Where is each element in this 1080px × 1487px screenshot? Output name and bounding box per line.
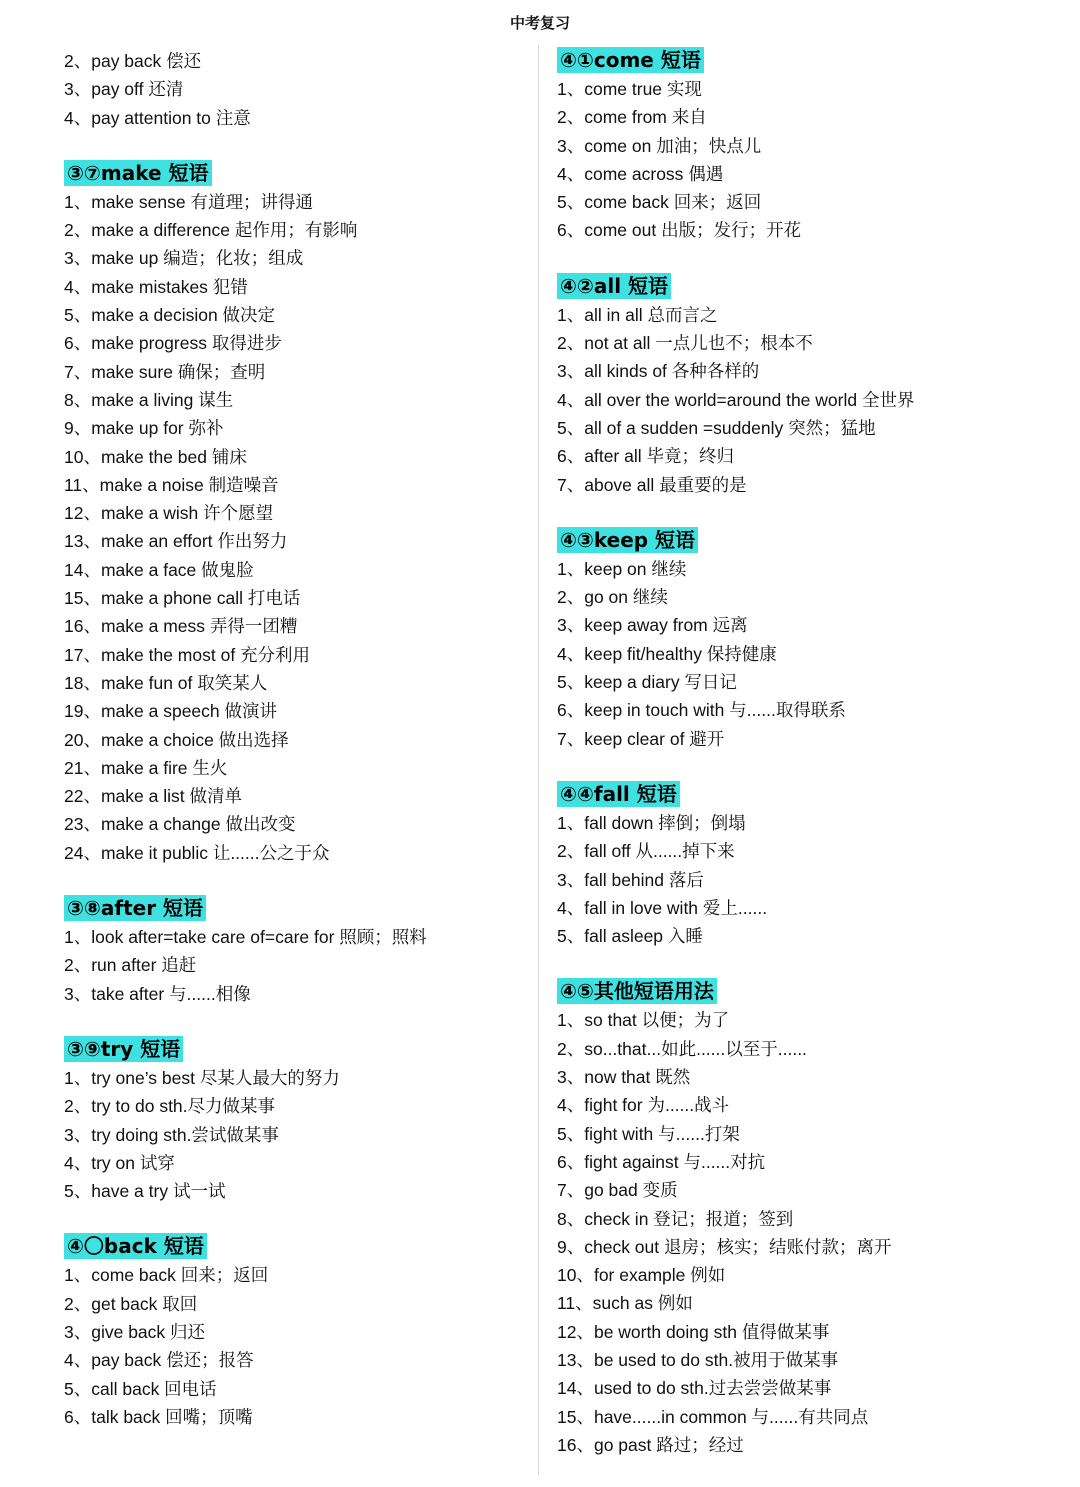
list-item: 9、make up for 弥补 [64,418,224,439]
list-item: 2、go on 继续 [557,587,668,608]
section-title: ③⑦make 短语 [64,160,212,186]
list-item: 2、try to do sth.尽力做某事 [64,1096,276,1117]
list-item: 1、come back 回来；返回 [64,1265,269,1286]
page-title: 中考复习 [509,14,570,32]
list-item: 3、fall behind 落后 [557,869,704,890]
section-all [557,273,1057,499]
list-item: 4、pay attention to 注意 [64,107,251,128]
list-item: 2、come from 来自 [557,107,707,128]
list-item: 22、make a list 做清单 [64,786,242,807]
list-item: 4、keep fit/healthy 保持健康 [557,643,777,664]
list-item: 6、fight against 与......对抗 [557,1151,766,1172]
list-item: 4、all over the world=around the world 全世界 [557,389,915,410]
list-item: 1、all in all 总而言之 [557,304,718,325]
list-item: 6、talk back 回嘴；顶嘴 [64,1406,253,1427]
list-item: 1、make sense 有道理；讲得通 [64,191,313,212]
list-item: 16、go past 路过；经过 [557,1434,744,1455]
list-item: 2、run after 追赶 [64,955,197,976]
list-item: 7、above all 最重要的是 [557,474,747,495]
list-item: 13、make an effort 作出努力 [64,531,288,552]
list-item: 5、all of a sudden =suddenly 突然；猛地 [557,417,876,438]
list-item: 23、make a change 做出改变 [64,814,296,835]
list-item: 3、give back 归还 [64,1321,206,1342]
list-item: 3、all kinds of 各种各样的 [557,361,760,382]
list-item: 10、for example 例如 [557,1265,726,1286]
list-item: 5、call back 回电话 [64,1378,217,1399]
left-column [64,47,534,1459]
list-item: 3、pay off 还清 [64,79,184,100]
list-item: 3、keep away from 远离 [557,615,748,636]
list-item: 1、so that 以便；为了 [557,1010,730,1031]
list-item: 5、make a decision 做决定 [64,305,276,326]
right-column [557,47,1057,1487]
list-item: 4、come across 偶遇 [557,163,724,184]
list-item: 8、check in 登记；报道；签到 [557,1208,794,1229]
list-item: 4、fall in love with 爱上...... [557,897,768,918]
section-title: ④②all 短语 [557,273,671,299]
section-try [64,1036,534,1205]
list-item: 5、come back 回来；返回 [557,192,762,213]
section-title: ④④fall 短语 [557,781,680,807]
list-item: 5、have a try 试一试 [64,1181,226,1202]
list-item: 18、make fun of 取笑某人 [64,672,268,693]
intro-list [64,47,534,132]
list-item: 15、make a phone call 打电话 [64,588,301,609]
list-item: 10、make the bed 铺床 [64,446,247,467]
list-item: 1、come true 实现 [557,79,702,99]
list-item: 3、make up 编造；化妆；组成 [64,248,304,269]
section-after [64,895,534,1008]
section-title: ④①come 短语 [557,47,704,73]
section-title: ④〇back 短语 [64,1233,207,1259]
section-title: ④③keep 短语 [557,527,698,553]
list-item: 3、try doing sth.尝试做某事 [64,1124,279,1145]
list-item: 6、come out 出版；发行；开花 [557,220,802,241]
list-item: 1、fall down 摔倒；倒塌 [557,812,746,833]
list-item: 24、make it public 让......公之于众 [64,842,330,863]
list-item: 14、make a face 做鬼脸 [64,559,254,580]
list-item: 3、take after 与......相像 [64,983,251,1004]
list-item: 6、keep in touch with 与......取得联系 [557,700,846,721]
list-item: 11、make a noise 制造噪音 [64,474,279,495]
list-item: 1、try one’s best 尽某人最大的努力 [64,1067,340,1088]
section-back [64,1233,534,1431]
list-item: 2、so...that...如此......以至于...... [557,1038,807,1059]
list-item: 1、keep on 继续 [557,558,687,579]
list-item: 2、make a difference 起作用；有影响 [64,220,358,241]
list-item: 14、used to do sth.过去尝尝做某事 [557,1378,832,1399]
list-item: 3、now that 既然 [557,1067,691,1088]
list-item: 5、fight with 与......打架 [557,1123,740,1144]
list-item: 4、make mistakes 犯错 [64,276,248,297]
list-item: 4、try on 试穿 [64,1152,175,1173]
list-item: 3、come on 加油；快点儿 [557,135,762,156]
list-item: 6、make progress 取得进步 [64,333,282,354]
list-item: 16、make a mess 弄得一团糟 [64,616,298,637]
section-title: ③⑧after 短语 [64,895,206,921]
list-item: 2、not at all 一点儿也不；根本不 [557,333,813,354]
list-item: 1、look after=take care of=care for 照顾；照料 [64,927,427,948]
list-item: 2、get back 取回 [64,1293,198,1314]
section-other [557,978,1057,1459]
list-item: 12、be worth doing sth 值得做某事 [557,1321,830,1342]
list-item: 7、make sure 确保；查明 [64,361,266,382]
list-item: 5、fall asleep 入睡 [557,926,703,947]
list-item: 12、make a wish 许个愿望 [64,503,274,524]
list-item: 2、pay back 偿还 [64,51,202,71]
list-item: 7、go bad 变质 [557,1180,678,1201]
list-item: 5、keep a diary 写日记 [557,672,737,693]
column-divider [538,45,539,1475]
list-item: 19、make a speech 做演讲 [64,701,278,722]
list-item: 7、keep clear of 避开 [557,728,725,749]
list-item: 2、fall off 从......掉下来 [557,841,735,862]
section-make [64,160,534,867]
section-fall [557,781,1057,950]
section-title: ④⑤其他短语用法 [557,978,717,1004]
list-item: 8、make a living 谋生 [64,389,234,410]
list-item: 20、make a choice 做出选择 [64,729,289,750]
list-item: 13、be used to do sth.被用于做某事 [557,1349,839,1370]
list-item: 11、such as 例如 [557,1293,693,1314]
list-item: 9、check out 退房；核实；结账付款；离开 [557,1236,892,1257]
section-title: ③⑨try 短语 [64,1036,183,1062]
list-item: 6、after all 毕竟；终归 [557,446,734,467]
list-item: 15、have......in common 与......有共同点 [557,1406,869,1427]
list-item: 4、pay back 偿还；报答 [64,1350,254,1371]
section-keep [557,527,1057,753]
section-come [557,47,1057,245]
list-item: 17、make the most of 充分利用 [64,644,311,665]
list-item: 21、make a fire 生火 [64,757,228,778]
list-item: 4、fight for 为......战斗 [557,1095,730,1116]
